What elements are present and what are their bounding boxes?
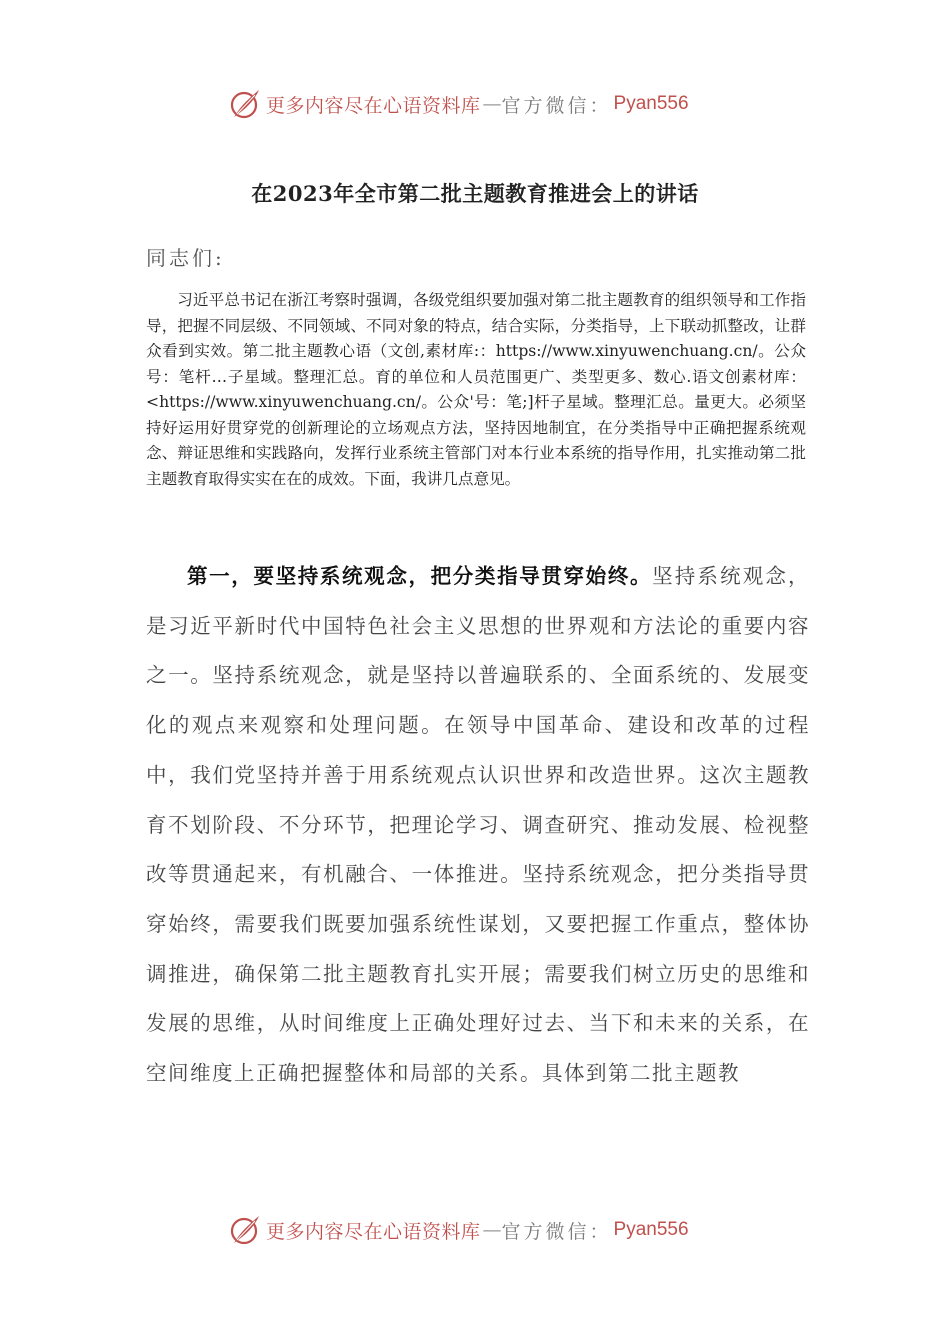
banner-main-text: 更多内容尽在心语资料库 [266,94,481,117]
page-title: 在2023年全市第二批主题教育推进会上的讲话 [251,181,699,206]
quill-logo-icon [228,87,262,121]
section-1-paragraph [146,552,810,1099]
banner-dash: — [482,1219,500,1241]
section-1-text: 坚持系统观念，是习近平新时代中国特色社会主义思想的世界观和方法论的重要内容之一。坚持系统观念，就是坚持以普遍联系的、全面系统的、发展变化的观点来观察和处理问题。在领导中国革命、建设和改革的过程中，我们党坚持并善于用系统观点认识世界和改造世界。这次主题教育不划阶段、不分环节，把理论学习、调查研究、推动发展、检视整改等贯通起来，有机融合、一体推进。坚持系统观念，把分类指导贯穿始终，需要我们既要加强系统性谋划，又要把握工作重点，整体协调推进，确保第二批主题教育扎实开展；需要我们树立历史的思维和发展的思维，从时间维度上正确处理好过去、当下和未来的关系，在空间维度上正确把握整体和局部的关系。具体到第二批主题教 [146,564,811,1086]
banner-wechat-id: Pyan556 [613,93,689,114]
header-banner [228,84,748,124]
quill-logo-icon [228,1213,262,1247]
banner-wechat-id: Pyan556 [613,1219,689,1240]
banner-official-label: 官方微信： [501,1220,612,1243]
banner-official-label: 官方微信： [501,94,612,117]
section-1-heading: 第一，要坚持系统观念，把分类指导贯穿始终。 [187,564,653,588]
salutation: 同志们: [146,246,225,270]
banner-dash: — [482,93,500,115]
intro-paragraph: 习近平总书记在浙江考察时强调，各级党组织要加强对第二批主题教育的组织领导和工作指导，把握不同层级、不同领域、不同对象的特点，结合实际，分类指导，上下联动抓整改，让群众看到实效。第二批主题教心语（文创,素材库:：https://www.xinyuwenchuang.cn/。公众号：笔杆…子星域。整理汇总。育的单位和人员范围更广、类型更多、数心.语文创素材库：<https://www.xinyuwenchuang.cn/。公众'号：笔;]杆子星域。整理汇总。量更大。必须坚持好运用好贯穿党的创新理论的立场观点方法，坚持因地制宜，在分类指导中正确把握系统观念、辩证思维和实践路向，发挥行业系统主管部门对本行业本系统的指导作用，扎实推动第二批主题教育取得实实在在的成效。下面，我讲几点意见。 [146,291,806,488]
banner-main-text: 更多内容尽在心语资料库 [266,1220,481,1243]
footer-banner [228,1210,748,1250]
